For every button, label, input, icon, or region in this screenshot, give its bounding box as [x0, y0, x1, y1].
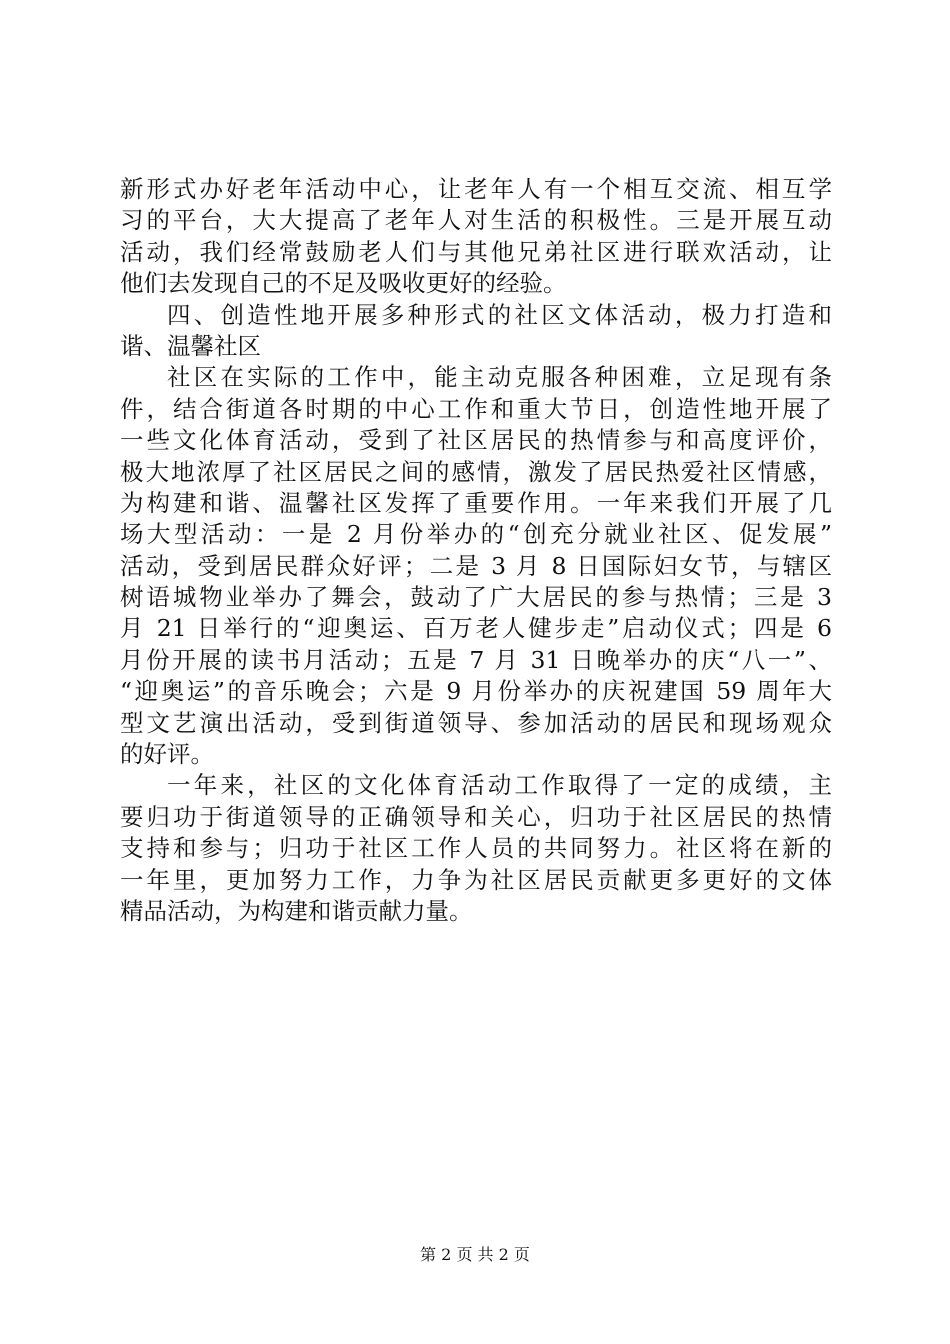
text-line: 要归功于街道领导的正确领导和关心，归功于社区居民的热情 — [120, 802, 832, 831]
text-line: 谐、温馨社区 — [120, 331, 261, 360]
text-line: “迎奥运”的音乐晚会；六是 9 月份举办的庆祝建国 59 周年大 — [120, 677, 832, 706]
text-line: 新形式办好老年活动中心，让老年人有一个相互交流、相互学 — [120, 175, 832, 203]
text-line: 月份开展的读书月活动；五是 7 月 31 日晚举办的庆“八一”、 — [120, 645, 832, 674]
text-line: 月 21 日举行的“迎奥运、百万老人健步走”启动仪式；四是 6 — [120, 614, 832, 643]
text-line: 精品活动，为构建和谐贡献力量。 — [120, 896, 473, 925]
text-line: 场大型活动：一是 2 月份举办的“创充分就业社区、促发展” — [120, 520, 832, 549]
text-line: 社区在实际的工作中，能主动克服各种困难，立足现有条 — [167, 363, 832, 392]
text-line: 型文艺演出活动，受到街道领导、参加活动的居民和现场观众 — [120, 708, 832, 737]
text-line: 支持和参与；归功于社区工作人员的共同努力。社区将在新的 — [120, 834, 832, 863]
text-line: 一些文化体育活动，受到了社区居民的热情参与和高度评价， — [120, 426, 832, 455]
text-line: 件，结合街道各时期的中心工作和重大节日，创造性地开展了 — [120, 394, 832, 423]
page-number-footer: 第 2 页 共 2 页 — [420, 1245, 530, 1264]
text-line: 一年里，更加努力工作，力争为社区居民贡献更多更好的文体 — [120, 865, 832, 894]
text-line: 的好评。 — [120, 740, 214, 769]
document-body — [120, 174, 832, 927]
text-line: 习的平台，大大提高了老年人对生活的积极性。三是开展互动 — [120, 206, 832, 235]
paragraph-1 — [120, 174, 832, 300]
text-line: 活动，受到居民群众好评；二是 3 月 8 日国际妇女节，与辖区 — [120, 551, 832, 580]
text-line: 一年来，社区的文化体育活动工作取得了一定的成绩，主 — [167, 771, 832, 800]
text-line: 四、创造性地开展多种形式的社区文体活动，极力打造和 — [167, 300, 832, 329]
paragraph-4 — [120, 770, 832, 927]
text-line: 极大地浓厚了社区居民之间的感情，激发了居民热爱社区情感， — [120, 457, 832, 486]
paragraph-3 — [120, 362, 832, 770]
text-line: 他们去发现自己的不足及吸收更好的经验。 — [120, 269, 567, 298]
text-line: 为构建和谐、温馨社区发挥了重要作用。一年来我们开展了几 — [120, 488, 832, 517]
text-line: 树语城物业举办了舞会，鼓动了广大居民的参与热情；三是 3 — [120, 583, 832, 612]
text-line: 活动，我们经常鼓励老人们与其他兄弟社区进行联欢活动，让 — [120, 237, 832, 266]
section-heading-four — [120, 300, 832, 363]
